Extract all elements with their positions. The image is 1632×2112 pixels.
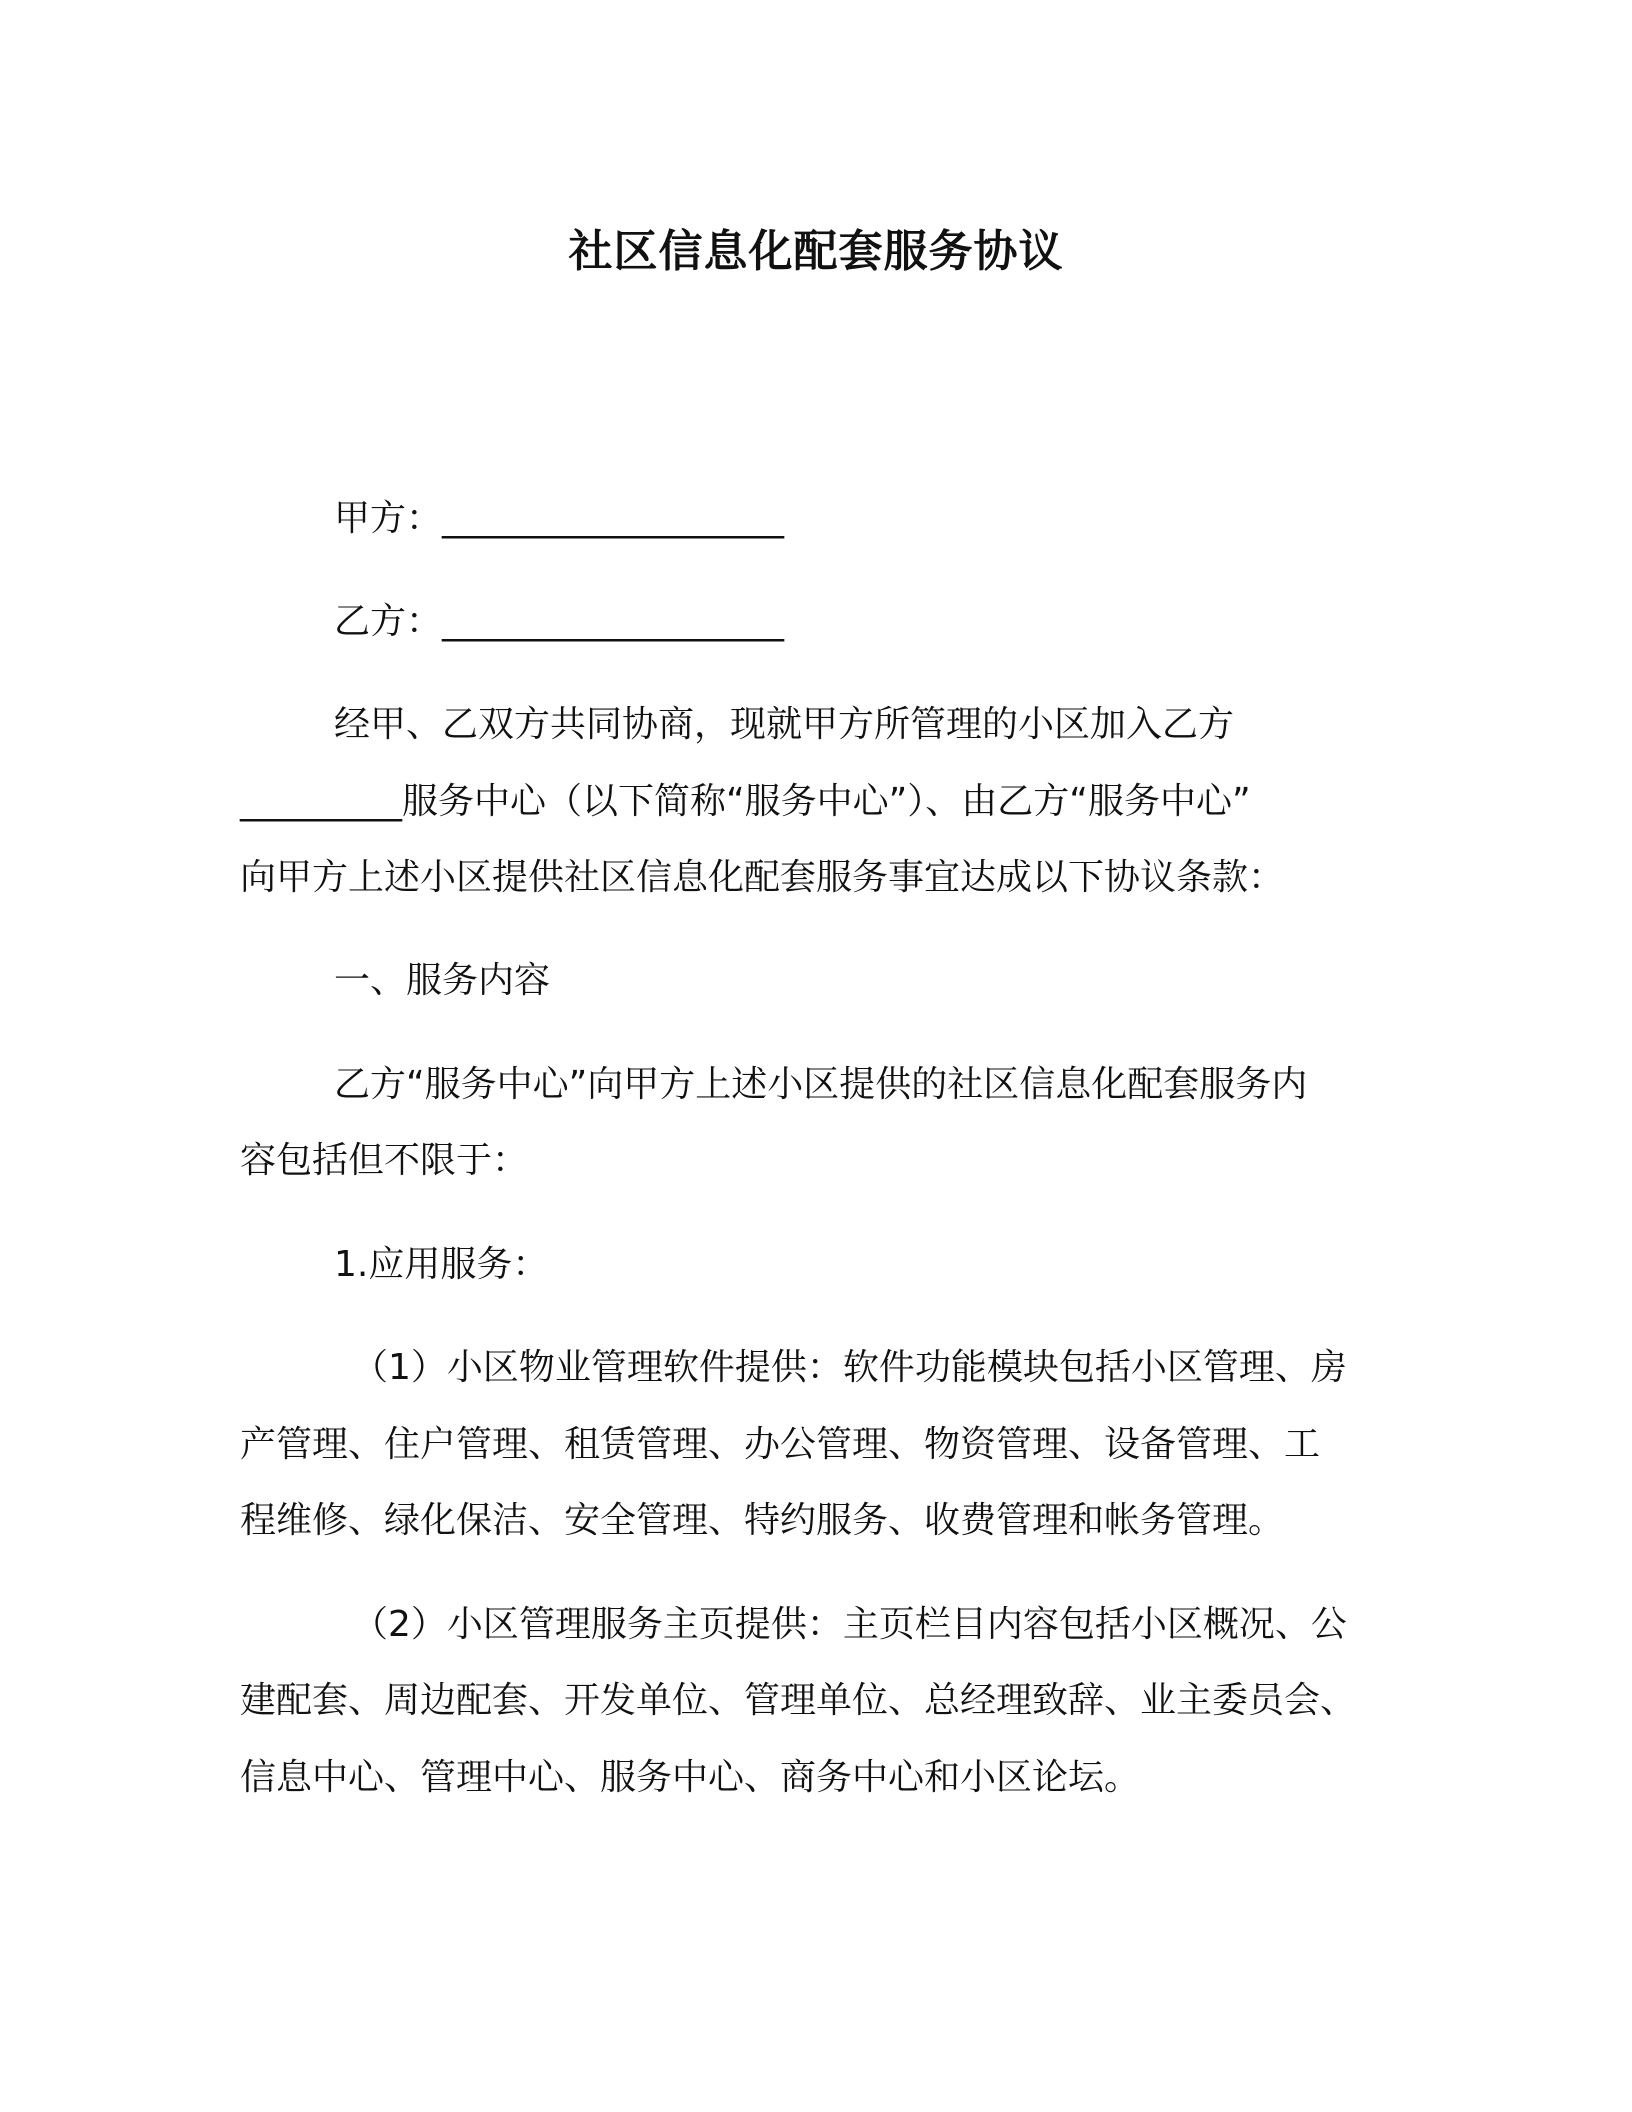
intro-line-2: _________服务中心（以下简称“服务中心”）、由乙方“服务中心” xyxy=(240,781,1251,822)
item1-heading: 1.应用服务： xyxy=(334,1244,549,1285)
section1-intro-line-2: 容包括但不限于： xyxy=(240,1140,529,1181)
item1-2-line-1: （2）小区管理服务主页提供：主页栏目内容包括小区概况、公 xyxy=(352,1604,1347,1645)
section1-heading: 一、服务内容 xyxy=(334,960,551,1001)
item1-1-line-1: （1）小区物业管理软件提供：软件功能模块包括小区管理、房 xyxy=(352,1347,1347,1388)
item1-2-line-3: 信息中心、管理中心、服务中心、商务中心和小区论坛。 xyxy=(240,1757,1141,1798)
item1-2-line-2: 建配套、周边配套、开发单位、管理单位、总经理致辞、业主委员会、 xyxy=(240,1680,1357,1721)
intro-line-1: 经甲、乙双方共同协商，现就甲方所管理的小区加入乙方 xyxy=(334,704,1235,745)
document-title: 社区信息化配套服务协议 xyxy=(568,226,1064,277)
item1-1-line-2: 产管理、住户管理、租赁管理、办公管理、物资管理、设备管理、工 xyxy=(240,1424,1321,1465)
item1-1-line-3: 程维修、绿化保洁、安全管理、特约服务、收费管理和帐务管理。 xyxy=(240,1500,1285,1541)
section1-intro-line-1: 乙方“服务中心”向甲方上述小区提供的社区信息化配套服务内 xyxy=(334,1064,1308,1105)
party-b-line: 乙方：___________________ xyxy=(334,601,785,642)
party-a-line: 甲方：___________________ xyxy=(334,498,785,539)
intro-line-3: 向甲方上述小区提供社区信息化配套服务事宜达成以下协议条款： xyxy=(240,857,1285,898)
